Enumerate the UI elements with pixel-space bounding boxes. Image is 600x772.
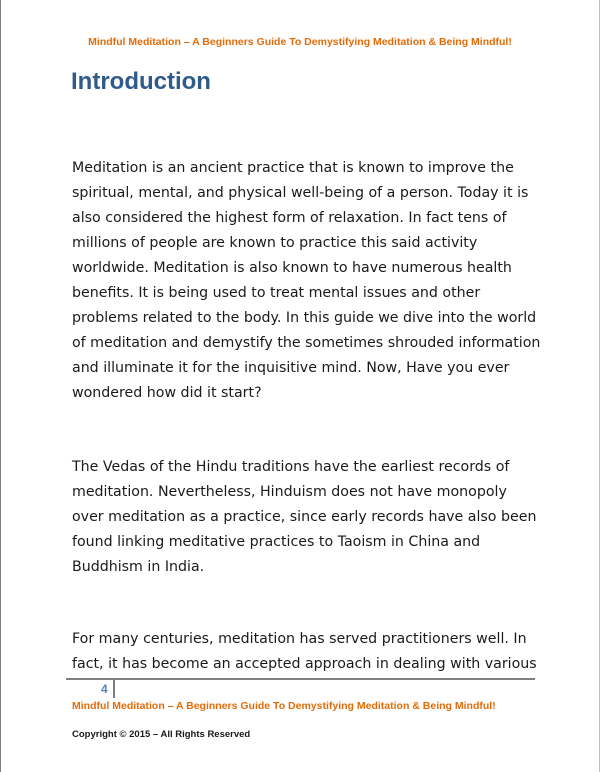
page-title: Introduction xyxy=(71,68,211,95)
header-running-title: Mindful Meditation – A Beginners Guide To Demystifying Meditation & Being Mindful! xyxy=(88,36,512,48)
body-paragraph-1: Meditation is an ancient practice that is known to improve the spiritual, mental, and physical well-being of a person. Today it is also considered the highest form of relaxation. In fact tens of millions of people are known to practice this said activity worldwide. Meditation is also known to have numerous health benefits. It is being used to treat mental issues and other problems related to the body. In this guide we dive into the world of meditation and demystify the sometimes shrouded information and illuminate it for the inquisitive mind. Now, Have you ever wondered how did it start? xyxy=(72,160,541,401)
footer-running-title: Mindful Meditation – A Beginners Guide To Demystifying Meditation & Being Mindful! xyxy=(72,700,496,712)
footer-divider xyxy=(66,678,535,680)
copyright-notice: Copyright © 2015 – All Rights Reserved xyxy=(72,729,251,740)
page-number-divider xyxy=(113,680,115,698)
body-paragraph-2: The Vedas of the Hindu traditions have the earliest records of meditation. Nevertheless, Hinduism does not have monopoly over meditation as a practice, since early records have also been found linking meditative practices to Taoism in China and Buddhism in India. xyxy=(72,459,537,575)
page-left-edge xyxy=(0,0,1,772)
body-paragraph-3: For many centuries, meditation has served practitioners well. In fact, it has become an accepted approach in dealing with various xyxy=(72,631,537,672)
page-number: 4 xyxy=(101,682,108,696)
